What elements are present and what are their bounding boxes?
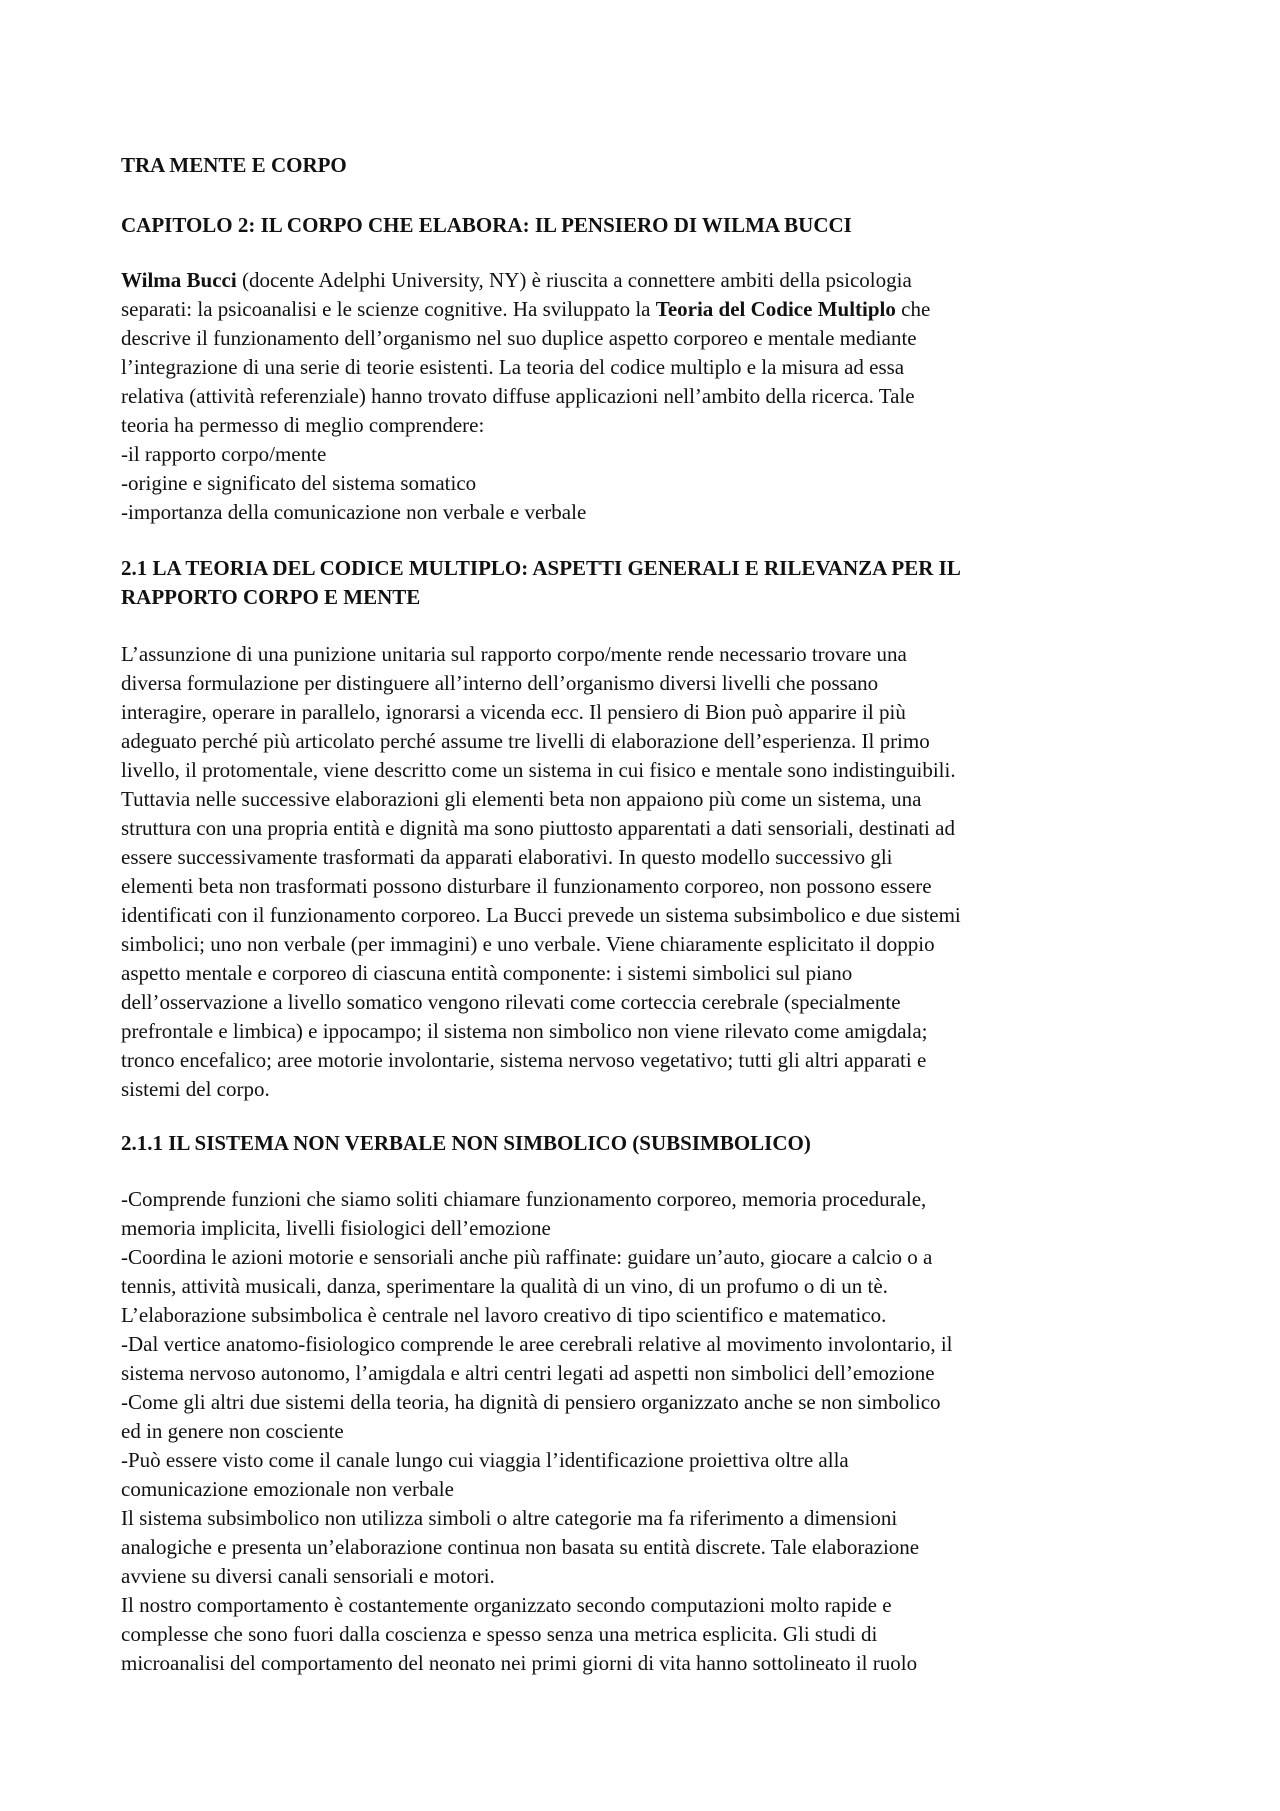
text-line: livello, il protomentale, viene descritto come un sistema in cui fisico e mentale sono indistinguibili.: [121, 758, 956, 782]
document-title: TRA MENTE E CORPO: [121, 153, 347, 177]
text-line: avviene su diversi canali sensoriali e motori.: [121, 1564, 495, 1588]
text-line: sistema nervoso autonomo, l’amigdala e altri centri legati ad aspetti non simbolici dell’emozione: [121, 1361, 935, 1385]
author-name: Wilma Bucci: [121, 268, 237, 292]
text-line: essere successivamente trasformati da apparati elaborativi. In questo modello successivo gli: [121, 845, 893, 869]
text-line: L’elaborazione subsimbolica è centrale nel lavoro creativo di tipo scientifico e matematico.: [121, 1303, 887, 1327]
intro-line: descrive il funzionamento dell’organismo nel suo duplice aspetto corporeo e mentale mediante: [121, 326, 917, 350]
text-line: Il sistema subsimbolico non utilizza simboli o altre categorie ma fa riferimento a dimensioni: [121, 1506, 898, 1530]
section-2-1-heading: 2.1 LA TEORIA DEL CODICE MULTIPLO: ASPETTI GENERALI E RILEVANZA PER IL RAPPORTO CORPO E MENTE: [121, 556, 961, 609]
section-2-1-1-paragraph: [121, 1185, 1181, 1678]
theory-name: Teoria del Codice Multiplo: [655, 297, 896, 321]
text-line: interagire, operare in parallelo, ignorarsi a vicenda ecc. Il pensiero di Bion può apparire il più: [121, 700, 906, 724]
chapter-heading: CAPITOLO 2: IL CORPO CHE ELABORA: IL PENSIERO DI WILMA BUCCI: [121, 213, 852, 237]
text-line: -Dal vertice anatomo-fisiologico comprende le aree cerebrali relative al movimento involontario, il: [121, 1332, 953, 1356]
text-line: complesse che sono fuori dalla coscienza e spesso senza una metrica esplicita. Gli studi di: [121, 1622, 878, 1646]
section-2-1-paragraph: [121, 640, 1181, 1104]
intro-line: l’integrazione di una serie di teorie esistenti. La teoria del codice multiplo e la misura ad essa: [121, 355, 905, 379]
intro-list-item: -il rapporto corpo/mente: [121, 442, 327, 466]
text-line: struttura con una propria entità e dignità ma sono piuttosto apparentati a dati sensoriali, destinati ad: [121, 816, 955, 840]
text-line: identificati con il funzionamento corporeo. La Bucci prevede un sistema subsimbolico e due sistemi: [121, 903, 961, 927]
intro-paragraph: [121, 266, 1181, 527]
text-line: sistemi del corpo.: [121, 1077, 270, 1101]
intro-line: teoria ha permesso di meglio comprendere:: [121, 413, 485, 437]
text-line: elementi beta non trasformati possono disturbare il funzionamento corporeo, non possono essere: [121, 874, 932, 898]
intro-list-item: -origine e significato del sistema somatico: [121, 471, 477, 495]
section-2-1-1-heading: 2.1.1 IL SISTEMA NON VERBALE NON SIMBOLICO (SUBSIMBOLICO): [121, 1131, 811, 1155]
text-line: L’assunzione di una punizione unitaria sul rapporto corpo/mente rende necessario trovare una: [121, 642, 907, 666]
text-line: diversa formulazione per distinguere all’interno dell’organismo diversi livelli che possano: [121, 671, 879, 695]
text-line: -Comprende funzioni che siamo soliti chiamare funzionamento corporeo, memoria procedurale,: [121, 1187, 927, 1211]
intro-list-item: -importanza della comunicazione non verbale e verbale: [121, 500, 587, 524]
text-line: tronco encefalico; aree motorie involontarie, sistema nervoso vegetativo; tutti gli altri apparati e: [121, 1048, 927, 1072]
text-line: Il nostro comportamento è costantemente organizzato secondo computazioni molto rapide e: [121, 1593, 892, 1617]
text-line: analogiche e presenta un’elaborazione continua non basata su entità discrete. Tale elaborazione: [121, 1535, 920, 1559]
intro-line: separati: la psicoanalisi e le scienze cognitive. Ha sviluppato la Teoria del Codice Multiplo che: [121, 297, 931, 321]
text-line: -Come gli altri due sistemi della teoria, ha dignità di pensiero organizzato anche se non simbolico: [121, 1390, 941, 1414]
intro-line: relativa (attività referenziale) hanno trovato diffuse applicazioni nell’ambito della ricerca. Tale: [121, 384, 915, 408]
text-line: comunicazione emozionale non verbale: [121, 1477, 454, 1501]
intro-line: Wilma Bucci (docente Adelphi University, NY) è riuscita a connettere ambiti della psicologia: [121, 268, 912, 292]
text-line: -Coordina le azioni motorie e sensoriali anche più raffinate: guidare un’auto, giocare a calcio o a: [121, 1245, 933, 1269]
text-line: ed in genere non cosciente: [121, 1419, 344, 1443]
text-line: prefrontale e limbica) e ippocampo; il sistema non simbolico non viene rilevato come amigdala;: [121, 1019, 928, 1043]
text-line: memoria implicita, livelli fisiologici dell’emozione: [121, 1216, 551, 1240]
text-line: simbolici; uno non verbale (per immagini) e uno verbale. Viene chiaramente esplicitato il doppio: [121, 932, 935, 956]
text-line: -Può essere visto come il canale lungo cui viaggia l’identificazione proiettiva oltre alla: [121, 1448, 849, 1472]
text-line: tennis, attività musicali, danza, sperimentare la qualità di un vino, di un profumo o di un tè.: [121, 1274, 888, 1298]
text-line: adeguato perché più articolato perché assume tre livelli di elaborazione dell’esperienza. Il primo: [121, 729, 930, 753]
text-line: dell’osservazione a livello somatico vengono rilevati come corteccia cerebrale (specialmente: [121, 990, 901, 1014]
text-line: microanalisi del comportamento del neonato nei primi giorni di vita hanno sottolineato il ruolo: [121, 1651, 918, 1675]
text-line: aspetto mentale e corporeo di ciascuna entità componente: i sistemi simbolici sul piano: [121, 961, 853, 985]
text-line: Tuttavia nelle successive elaborazioni gli elementi beta non appaiono più come un sistema, una: [121, 787, 922, 811]
